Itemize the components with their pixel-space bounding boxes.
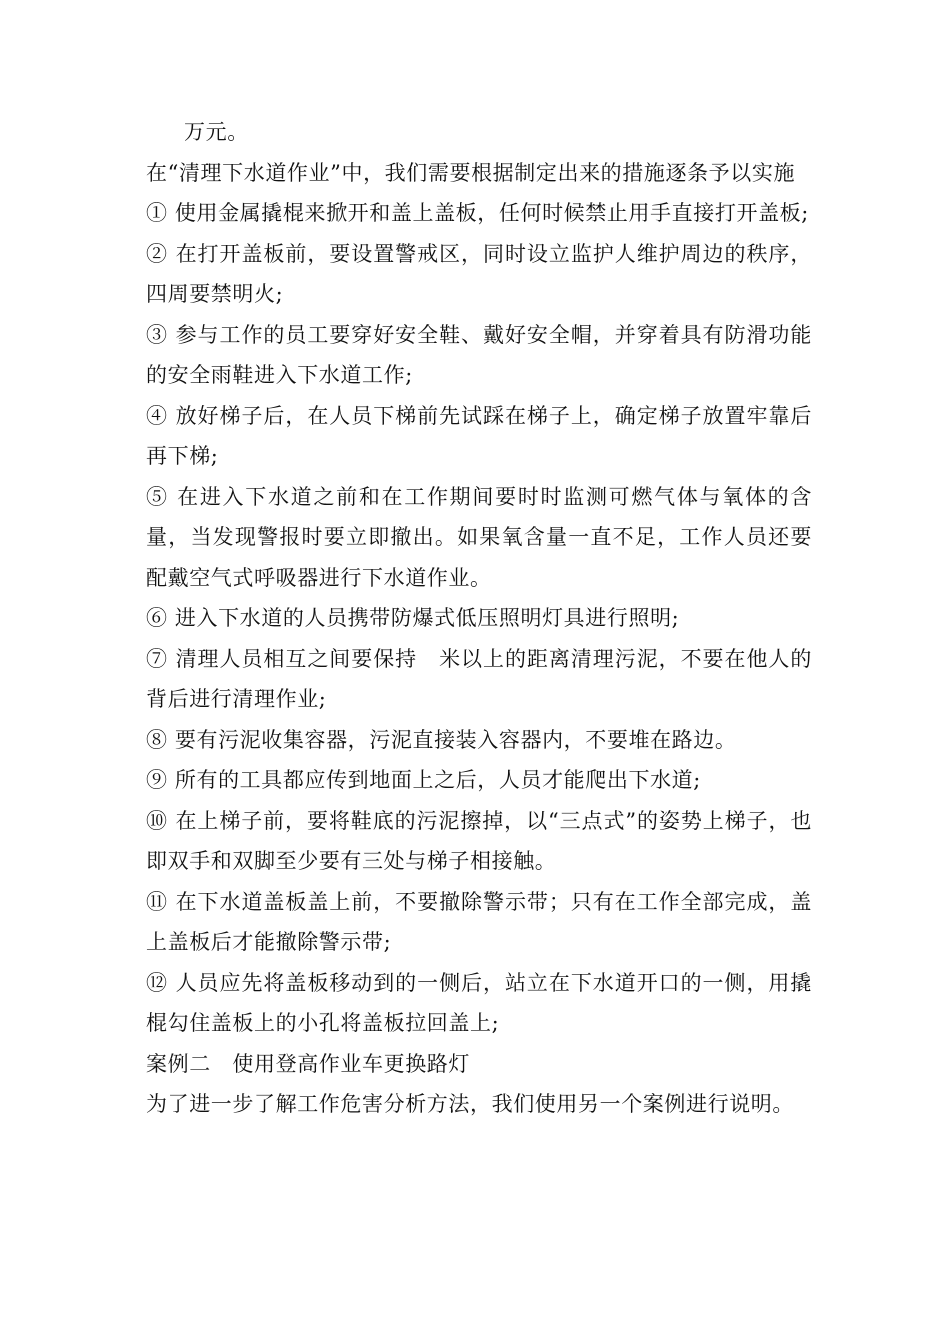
measure-item-11: ⑪ 在下水道盖板盖上前，不要撤除警示带；只有在工作全部完成，盖上盖板后才能撤除警示带;: [146, 889, 812, 954]
measure-item-1: ① 使用金属撬棍来掀开和盖上盖板，任何时候禁止用手直接打开盖板;: [146, 201, 809, 225]
paragraph-conclusion: 为了进一步了解工作危害分析方法，我们使用另一个案例进行说明。: [146, 1092, 794, 1116]
measure-item-10: ⑩ 在上梯子前，要将鞋底的污泥擦掉，以“三点式”的姿势上梯子，也即双手和双脚至少要有三处与梯子相接触。: [146, 808, 812, 873]
measure-item-4: ④ 放好梯子后，在人员下梯前先试踩在梯子上，确定梯子放置牢靠后再下梯;: [146, 403, 812, 468]
measure-item-8: ⑧ 要有污泥收集容器，污泥直接装入容器内，不要堆在路边。: [146, 727, 737, 752]
measure-item-2: ② 在打开盖板前，要设置警戒区，同时设立监护人维护周边的秩序，四周要禁明火;: [146, 241, 812, 306]
measure-item-6: ⑥ 进入下水道的人员携带防爆式低压照明灯具进行照明;: [146, 606, 680, 630]
document-body: [146, 112, 812, 1125]
measure-item-12: ⑫ 人员应先将盖板移动到的一侧后，站立在下水道开口的一侧，用撬棍勾住盖板上的小孔将盖板拉回盖上;: [146, 970, 812, 1035]
measure-item-9: ⑨ 所有的工具都应传到地面上之后，人员才能爬出下水道;: [146, 768, 701, 792]
measure-item-5: ⑤ 在进入下水道之前和在工作期间要时时监测可燃气体与氧体的含量，当发现警报时要立即撤出。如果氧含量一直不足，工作人员还要配戴空气式呼吸器进行下水道作业。: [146, 484, 812, 590]
paragraph-intro: 在“清理下水道作业”中，我们需要根据制定出来的措施逐条予以实施: [146, 160, 796, 185]
paragraph-continuation: 万元。: [184, 120, 249, 144]
measure-item-7: ⑦ 清理人员相互之间要保持 米以上的距离清理污泥，不要在他人的背后进行清理作业;: [146, 646, 812, 711]
measure-item-3: ③ 参与工作的员工要穿好安全鞋、戴好安全帽，并穿着具有防滑功能的安全雨鞋进入下水道工作;: [146, 322, 812, 387]
case-heading: 案例二 使用登高作业车更换路灯: [146, 1051, 470, 1076]
